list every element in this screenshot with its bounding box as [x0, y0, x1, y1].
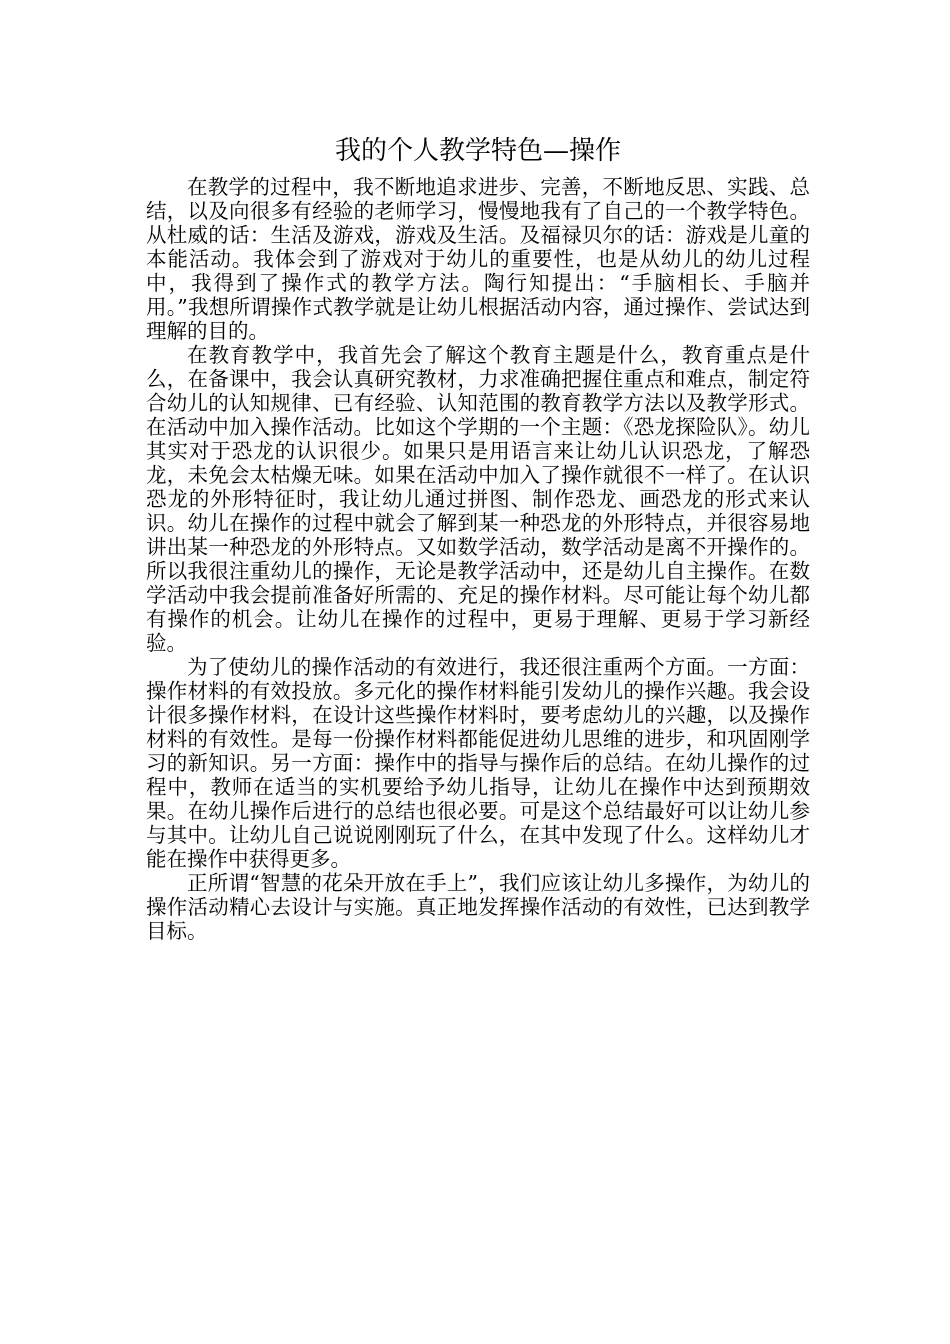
document-title: 我的个人教学特色—操作	[334, 136, 621, 166]
paragraph-3: 为了使幼儿的操作活动的有效进行，我还很注重两个方面。一方面：操作材料的有效投放。多元化的操作材料能引发幼儿的操作兴趣。我会设计很多操作材料，在设计这些操作材料时，要考虑幼儿的兴趣，以及操作材料的有效性。是每一份操作材料都能促进幼儿思维的进步，和巩固刚学习的新知识。另一方面：操作中的指导与操作后的总结。在幼儿操作的过程中，教师在适当的实机要给予幼儿指导，让幼儿在操作中达到预期效果。在幼儿操作后进行的总结也很必要。可是这个总结最好可以让幼儿参与其中。让幼儿自己说说刚刚玩了什么，在其中发现了什么。这样幼儿才能在操作中获得更多。	[146, 655, 810, 871]
paragraph-4: 正所谓“智慧的花朵开放在手上”，我们应该让幼儿多操作，为幼儿的操作活动精心去设计与实施。真正地发挥操作活动的有效性，已达到教学目标。	[146, 871, 810, 943]
paragraph-1: 在教学的过程中，我不断地追求进步、完善，不断地反思、实践、总结，以及向很多有经验的老师学习，慢慢地我有了自己的一个教学特色。从杜威的话：生活及游戏，游戏及生活。及福禄贝尔的话：游戏是儿童的本能活动。我体会到了游戏对于幼儿的重要性，也是从幼儿的幼儿过程中，我得到了操作式的教学方法。陶行知提出：“手脑相长、手脑并用。”我想所谓操作式教学就是让幼儿根据活动内容，通过操作、尝试达到理解的目的。	[146, 175, 810, 343]
document-body	[146, 131, 810, 943]
paragraph-2: 在教育教学中，我首先会了解这个教育主题是什么，教育重点是什么，在备课中，我会认真研究教材，力求准确把握住重点和难点，制定符合幼儿的认知规律、已有经验、认知范围的教育教学方法以及教学形式。在活动中加入操作活动。比如这个学期的一个主题：《恐龙探险队》。幼儿其实对于恐龙的认识很少。如果只是用语言来让幼儿认识恐龙，了解恐龙，未免会太枯燥无味。如果在活动中加入了操作就很不一样了。在认识恐龙的外形特征时，我让幼儿通过拼图、制作恐龙、画恐龙的形式来认识。幼儿在操作的过程中就会了解到某一种恐龙的外形特点，并很容易地讲出某一种恐龙的外形特点。又如数学活动，数学活动是离不开操作的。所以我很注重幼儿的操作，无论是教学活动中，还是幼儿自主操作。在数学活动中我会提前准备好所需的、充足的操作材料。尽可能让每个幼儿都有操作的机会。让幼儿在操作的过程中，更易于理解、更易于学习新经验。	[146, 343, 810, 655]
